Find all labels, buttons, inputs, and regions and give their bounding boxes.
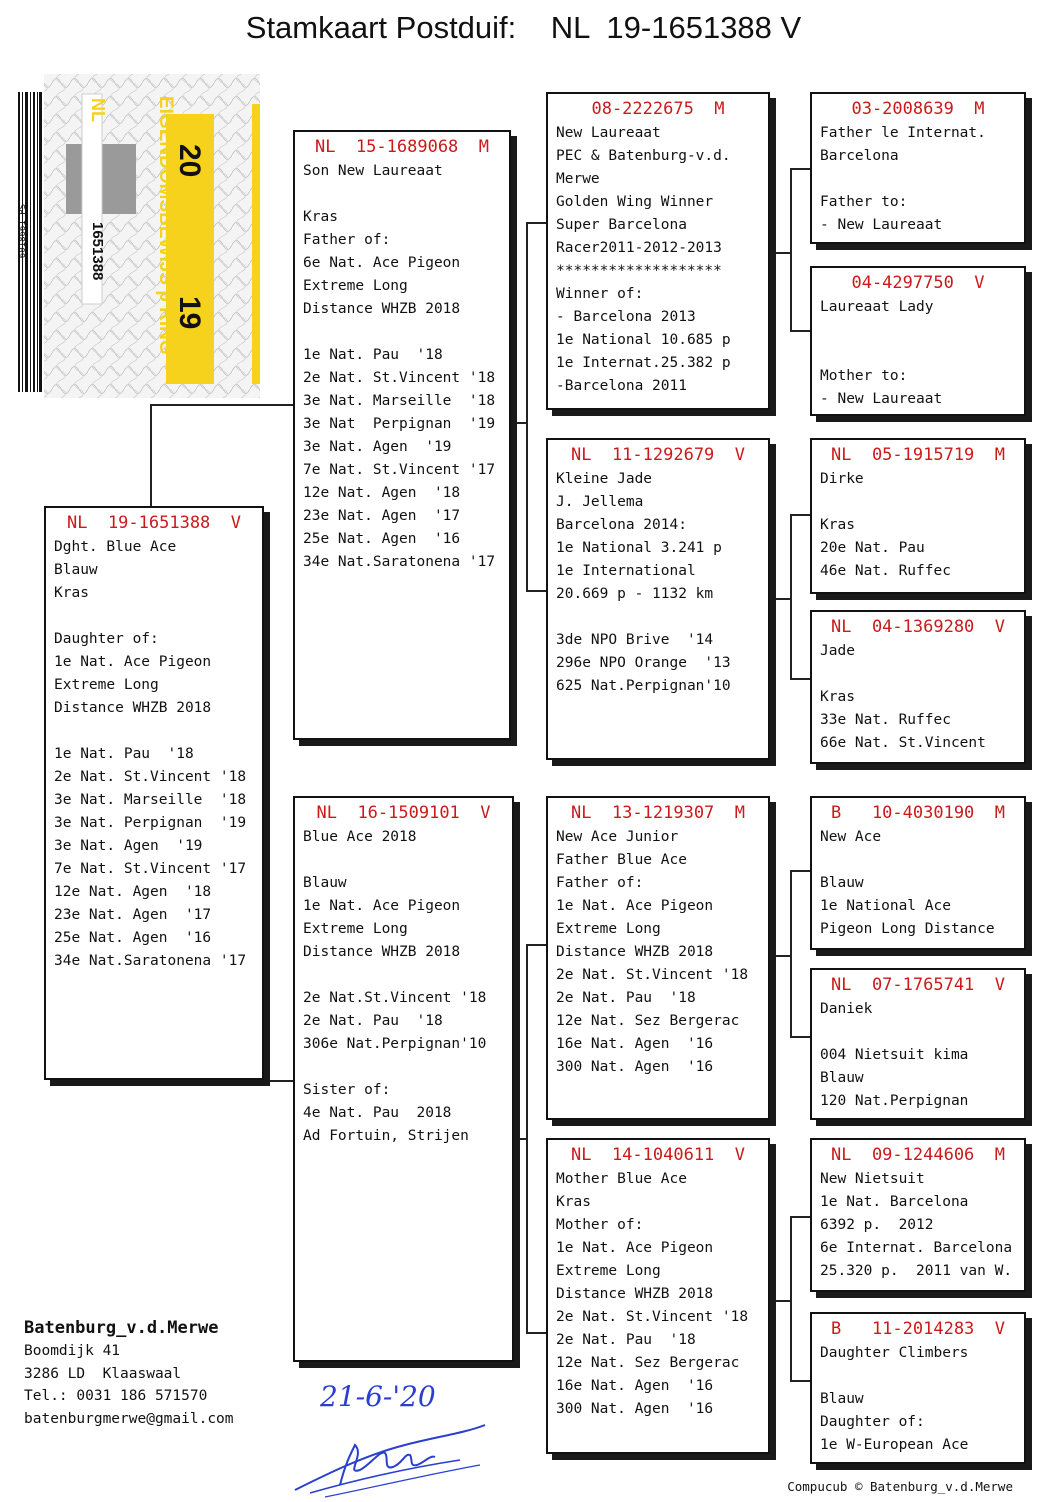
pedigree-text-line: Kras	[303, 209, 338, 225]
pedigree-text-line: Blauw	[303, 875, 347, 891]
pedigree-text-line: Father of:	[556, 875, 644, 891]
pedigree-text-line: Laureaat Lady	[820, 299, 934, 315]
handwritten-signature	[285, 1375, 495, 1500]
pedigree-text-line: 4e Nat. Pau 2018	[303, 1105, 452, 1121]
owner-city: 3286 LD Klaaswaal	[24, 1365, 182, 1382]
connector-line	[790, 514, 792, 680]
pigeon-ring-id: NL 15-1689068 M	[315, 137, 489, 157]
pedigree-text-line: 1e Nat. Pau '18	[303, 347, 443, 363]
pedigree-text-line	[303, 183, 501, 206]
pedigree-text-line: 2e Nat. Pau '18	[556, 990, 696, 1006]
ring-barcode-number: 6018661 PS	[18, 204, 28, 259]
pedigree-text-line: - New Laureaat	[820, 217, 943, 233]
connector-line	[790, 168, 810, 170]
pedigree-text-line: Barcelona	[820, 148, 899, 164]
pedigree-text-line: Distance WHZB 2018	[54, 700, 212, 716]
pedigree-text-line: 2e Nat. St.Vincent '18	[303, 370, 496, 386]
great-grandparent-card	[810, 92, 1026, 244]
pedigree-text-line: 34e Nat.Saratonena '17	[54, 953, 247, 969]
pedigree-text-line: Dght. Blue Ace	[54, 539, 177, 555]
pedigree-text-line: 20.669 p - 1132 km	[556, 586, 714, 602]
pedigree-text-line: Jade	[820, 643, 855, 659]
pedigree-text-line: Mother to:	[820, 368, 908, 384]
pedigree-text-line: 1e International	[556, 563, 696, 579]
pedigree-text-line: Winner of:	[556, 286, 644, 302]
pedigree-text-line: Sister of:	[303, 1082, 391, 1098]
pedigree-text-line: Blauw	[820, 1070, 864, 1086]
pedigree-text-line	[820, 168, 1016, 191]
great-grandparent-card	[810, 438, 1026, 594]
pedigree-text-line: 1e Nat. Ace Pigeon	[303, 898, 461, 914]
pedigree-text-line: Blauw	[820, 875, 864, 891]
pedigree-text-line: 1e Nat. Pau '18	[54, 746, 194, 762]
pigeon-ring-id: NL 11-1292679 V	[571, 445, 745, 465]
pedigree-text-line: Golden Wing Winner	[556, 194, 714, 210]
pedigree-text-line: 25e Nat. Agen '16	[54, 930, 212, 946]
pedigree-text-line: New Laureaat	[556, 125, 661, 141]
pedigree-text-line: 004 Nietsuit kima	[820, 1047, 969, 1063]
pedigree-text-line: 2e Nat. St.Vincent '18	[54, 769, 247, 785]
connector-line	[264, 1080, 293, 1082]
owner-phone: Tel.: 0031 186 571570	[24, 1388, 208, 1404]
pedigree-text-line: 3e Nat. Agen '19	[54, 838, 203, 854]
pedigree-text-line: Ad Fortuin, Strijen	[303, 1128, 469, 1144]
pedigree-text-line: 3e Nat Perpignan '19	[303, 416, 496, 432]
owner-email[interactable]: batenburgmerwe@gmail.com	[24, 1410, 234, 1427]
ring-year-top: 20	[173, 144, 206, 178]
page-title: Stamkaart Postduif: NL 19-1651388 V	[245, 10, 802, 45]
grandsire-sire-side-card	[546, 92, 770, 410]
pedigree-text-line: 23e Nat. Agen '17	[303, 508, 461, 524]
pedigree-text-line: Kras	[54, 585, 89, 601]
pedigree-text-line: 2e Nat.St.Vincent '18	[303, 990, 487, 1006]
ring-certificate-image	[16, 74, 260, 398]
pedigree-text-line: 120 Nat.Perpignan	[820, 1093, 969, 1109]
pedigree-text-line: 6392 p. 2012	[820, 1217, 934, 1233]
pedigree-text-line: 2e Nat. Pau '18	[556, 1332, 696, 1348]
pedigree-text-line	[303, 849, 504, 872]
pedigree-text-line: Daughter of:	[820, 1414, 925, 1430]
pedigree-text-line: 1e Nat. Ace Pigeon	[556, 1240, 714, 1256]
ring-number: 1651388	[89, 222, 106, 281]
pedigree-text-line: 1e Nat. Barcelona	[820, 1194, 969, 1210]
pedigree-text-line: 20e Nat. Pau	[820, 540, 925, 556]
great-grandparent-card	[810, 1138, 1026, 1292]
connector-line	[526, 944, 528, 1334]
connector-line	[526, 590, 546, 592]
pedigree-text-line: 1e National 3.241 p	[556, 540, 722, 556]
great-grandparent-card	[810, 610, 1026, 764]
pedigree-text-line: 1e National 10.685 p	[556, 332, 731, 348]
great-grandparent-card	[810, 968, 1026, 1120]
pedigree-text-line: Barcelona 2014:	[556, 517, 687, 533]
great-grandparent-card	[810, 1312, 1026, 1464]
ring-certificate-graphic	[16, 74, 260, 398]
ring-country-label: NL	[88, 98, 108, 122]
pedigree-text-line: - New Laureaat	[820, 391, 943, 407]
connector-line	[770, 1300, 790, 1302]
pigeon-ring-id: B 10-4030190 M	[831, 803, 1005, 823]
great-grandparent-card	[810, 266, 1026, 416]
pedigree-text-line: 7e Nat. St.Vincent '17	[54, 861, 247, 877]
pedigree-text-line: 1e Nat. Ace Pigeon	[54, 654, 212, 670]
connector-line	[790, 1036, 810, 1038]
pedigree-text-line: Distance WHZB 2018	[303, 301, 461, 317]
signature-date: 21-6-'20	[320, 1380, 436, 1413]
pedigree-text-line: Extreme Long	[303, 921, 408, 937]
pedigree-text-line: Kras	[820, 689, 855, 705]
pedigree-text-line: 296e NPO Orange '13	[556, 655, 731, 671]
pedigree-text-line: 23e Nat. Agen '17	[54, 907, 212, 923]
pedigree-text-line	[820, 491, 1016, 514]
pedigree-text-line: -Barcelona 2011	[556, 378, 687, 394]
pedigree-text-line: Kleine Jade	[556, 471, 653, 487]
ring-year-bottom: 19	[173, 296, 206, 330]
pedigree-text-line: Daughter Climbers	[820, 1345, 969, 1361]
pedigree-text-line: Mother of:	[556, 1217, 644, 1233]
footer-credit: Compucub © Batenburg_v.d.Merwe	[787, 1479, 1013, 1494]
pedigree-text-line: 1e Internat.25.382 p	[556, 355, 731, 371]
pedigree-text-line: 46e Nat. Ruffec	[820, 563, 951, 579]
granddam-dam-side-card	[546, 1138, 770, 1454]
pedigree-text-line: *******************	[556, 263, 722, 279]
sire-card	[293, 130, 511, 740]
pigeon-ring-id: 03-2008639 M	[851, 99, 985, 119]
connector-line	[790, 678, 810, 680]
pedigree-text-line: Pigeon Long Distance	[820, 921, 995, 937]
pedigree-text-line: Dirke	[820, 471, 864, 487]
connector-line	[770, 252, 790, 254]
pedigree-text-line: Father to:	[820, 194, 908, 210]
connector-line	[526, 222, 546, 224]
pigeon-ring-id: NL 05-1915719 M	[831, 445, 1005, 465]
pedigree-text-line: Daniek	[820, 1001, 873, 1017]
pedigree-text-line: Son New Laureaat	[303, 163, 443, 179]
pedigree-text-line: J. Jellema	[556, 494, 644, 510]
pedigree-text-line: Extreme Long	[556, 921, 661, 937]
pedigree-text-line: 6e Nat. Ace Pigeon	[303, 255, 461, 271]
pedigree-text-line: 1e National Ace	[820, 898, 951, 914]
connector-line	[790, 1380, 810, 1382]
pedigree-text-line: - Barcelona 2013	[556, 309, 696, 325]
connector-line	[790, 870, 792, 1038]
connector-line	[770, 598, 790, 600]
pedigree-text-line: Father of:	[303, 232, 391, 248]
pedigree-text-line: 16e Nat. Agen '16	[556, 1378, 714, 1394]
pedigree-text-line: 66e Nat. St.Vincent	[820, 735, 986, 751]
pedigree-text-line: Distance WHZB 2018	[556, 1286, 714, 1302]
pedigree-text-line: Father Blue Ace	[556, 852, 687, 868]
connector-line	[790, 514, 810, 516]
great-grandparent-card	[810, 796, 1026, 950]
pedigree-text-line: PEC & Batenburg-v.d.	[556, 148, 731, 164]
pedigree-text-line: Extreme Long	[303, 278, 408, 294]
pedigree-text-line: 3e Nat. Perpignan '19	[54, 815, 247, 831]
pedigree-text-line	[303, 321, 501, 344]
connector-line	[790, 1216, 810, 1218]
pedigree-text-line: New Nietsuit	[820, 1171, 925, 1187]
pedigree-text-line: Super Barcelona	[556, 217, 687, 233]
pedigree-text-line	[820, 1021, 1016, 1044]
owner-name: Batenburg_v.d.Merwe	[24, 1318, 219, 1338]
pedigree-text-line: Distance WHZB 2018	[303, 944, 461, 960]
dam-card	[293, 796, 514, 1362]
connector-line	[526, 1332, 546, 1334]
pedigree-text-line	[303, 1056, 504, 1079]
pedigree-text-line: Merwe	[556, 171, 600, 187]
pedigree-text-line	[820, 849, 1016, 872]
pedigree-text-line: 300 Nat. Agen '16	[556, 1401, 714, 1417]
pedigree-text-line: 2e Nat. Pau '18	[303, 1013, 443, 1029]
pigeon-ring-id: 08-2222675 M	[591, 99, 725, 119]
pedigree-text-line: Kras	[556, 1194, 591, 1210]
ring-vertical-text: EIGENDOMSBEWIJS p RING	[155, 96, 176, 355]
pedigree-text-line: 7e Nat. St.Vincent '17	[303, 462, 496, 478]
pedigree-text-line: 1e W-European Ace	[820, 1437, 969, 1453]
pedigree-text-line	[820, 1365, 1016, 1388]
pedigree-text-line: 12e Nat. Agen '18	[54, 884, 212, 900]
pedigree-text-line: 3e Nat. Marseille '18	[54, 792, 247, 808]
grandsire-dam-side-card	[546, 796, 770, 1120]
pedigree-text-line: Extreme Long	[556, 1263, 661, 1279]
pigeon-ring-id: NL 07-1765741 V	[831, 975, 1005, 995]
connector-line	[770, 955, 790, 957]
pigeon-ring-id: NL 13-1219307 M	[571, 803, 745, 823]
pedigree-text-line: 33e Nat. Ruffec	[820, 712, 951, 728]
pedigree-text-line: 6e Internat. Barcelona	[820, 1240, 1013, 1256]
pedigree-text-line: 12e Nat. Agen '18	[303, 485, 461, 501]
pedigree-text-line: New Ace	[820, 829, 882, 845]
pigeon-ring-id: NL 14-1040611 V	[571, 1145, 745, 1165]
owner-street: Boomdijk 41	[24, 1343, 121, 1359]
pedigree-text-line: 3e Nat. Marseille '18	[303, 393, 496, 409]
pigeon-ring-id: NL 09-1244606 M	[831, 1145, 1005, 1165]
connector-line	[526, 222, 528, 592]
connector-line	[526, 944, 546, 946]
pedigree-text-line: Extreme Long	[54, 677, 159, 693]
pigeon-ring-id: NL 16-1509101 V	[316, 803, 491, 823]
pedigree-text-line: New Ace Junior	[556, 829, 679, 845]
pedigree-text-line: 625 Nat.Perpignan'10	[556, 678, 731, 694]
connector-line	[790, 1216, 792, 1382]
pigeon-ring-id: 04-4297750 V	[851, 273, 985, 293]
pedigree-text-line: 3e Nat. Agen '19	[303, 439, 452, 455]
pedigree-text-line	[54, 720, 254, 743]
pedigree-text-line	[820, 663, 1016, 686]
pedigree-text-line: 2e Nat. St.Vincent '18	[556, 1309, 749, 1325]
pedigree-text-line: Daughter of:	[54, 631, 159, 647]
pigeon-ring-id: NL 04-1369280 V	[831, 617, 1005, 637]
connector-line	[150, 404, 152, 506]
pedigree-text-line: Racer2011-2012-2013	[556, 240, 722, 256]
pedigree-text-line	[820, 342, 1016, 365]
pedigree-text-line: 34e Nat.Saratonena '17	[303, 554, 496, 570]
pedigree-text-line: Distance WHZB 2018	[556, 944, 714, 960]
connector-line	[790, 330, 810, 332]
pedigree-text-line: 25e Nat. Agen '16	[303, 531, 461, 547]
pedigree-text-line: Blauw	[820, 1391, 864, 1407]
pedigree-text-line	[820, 319, 1016, 342]
pedigree-text-line: Kras	[820, 517, 855, 533]
subject-pigeon-card	[44, 506, 264, 1080]
pedigree-text-line: 306e Nat.Perpignan'10	[303, 1036, 487, 1052]
pedigree-text-line: Father le Internat.	[820, 125, 986, 141]
pedigree-text-line: Mother Blue Ace	[556, 1171, 687, 1187]
granddam-sire-side-card	[546, 438, 770, 760]
pigeon-ring-id: NL 19-1651388 V	[67, 513, 241, 533]
pedigree-text-line: Blue Ace 2018	[303, 829, 417, 845]
connector-line	[511, 422, 527, 424]
pedigree-text-line: 1e Nat. Ace Pigeon	[556, 898, 714, 914]
pedigree-text-line: 300 Nat. Agen '16	[556, 1059, 714, 1075]
pedigree-text-line: 25.320 p. 2011 van W.	[820, 1263, 1013, 1279]
pigeon-ring-id: B 11-2014283 V	[831, 1319, 1005, 1339]
pedigree-text-line: 3de NPO Brive '14	[556, 632, 714, 648]
pedigree-text-line	[303, 964, 504, 987]
pedigree-text-line: 16e Nat. Agen '16	[556, 1036, 714, 1052]
pedigree-text-line: 12e Nat. Sez Bergerac	[556, 1355, 740, 1371]
connector-line	[150, 404, 293, 406]
pedigree-text-line	[556, 606, 760, 629]
pedigree-text-line: 2e Nat. St.Vincent '18	[556, 967, 749, 983]
connector-line	[790, 870, 810, 872]
connector-line	[790, 168, 792, 332]
pedigree-text-line: 12e Nat. Sez Bergerac	[556, 1013, 740, 1029]
owner-contact-block	[24, 1316, 234, 1430]
pedigree-text-line: Blauw	[54, 562, 98, 578]
pedigree-text-line	[54, 605, 254, 628]
